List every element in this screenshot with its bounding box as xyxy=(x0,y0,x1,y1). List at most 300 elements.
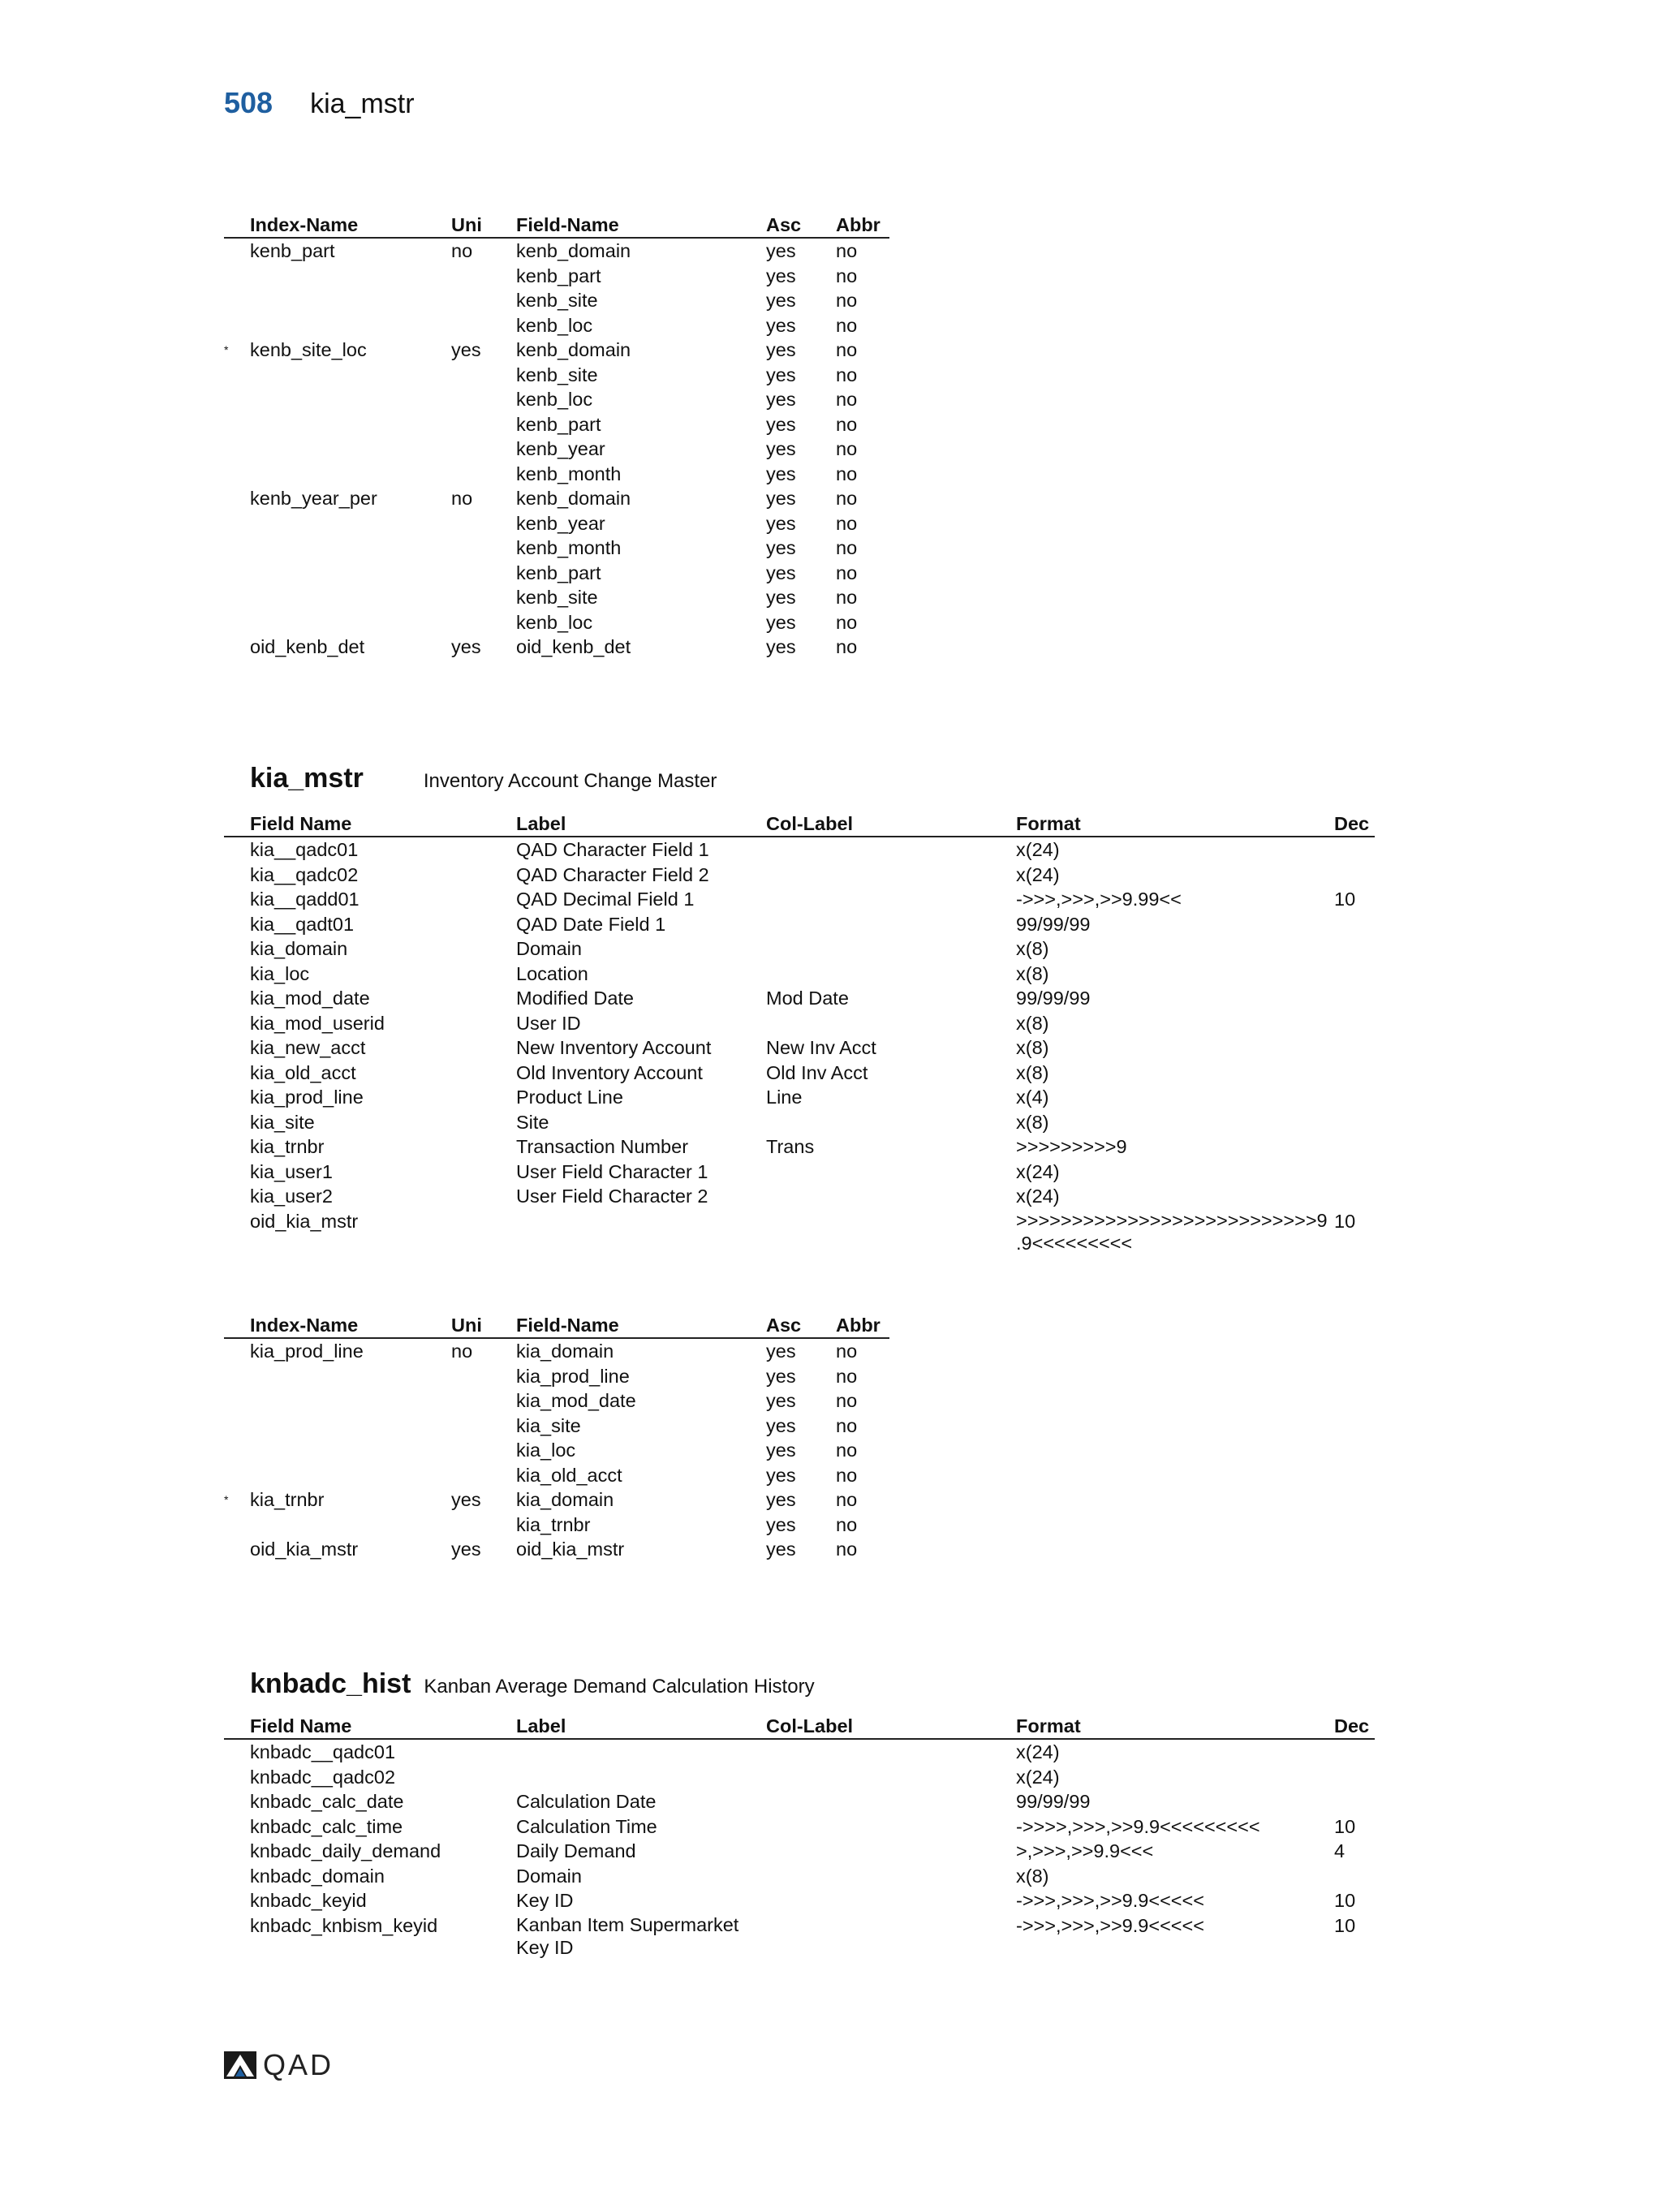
dec-cell: 10 xyxy=(1334,889,1356,910)
col-uni: Uni xyxy=(451,1313,516,1338)
dec-cell xyxy=(1334,1864,1375,1889)
dec-cell xyxy=(1334,936,1375,962)
uni-cell: yes xyxy=(451,339,481,360)
asc-cell: yes xyxy=(766,587,796,608)
table-row xyxy=(224,1765,1375,1790)
table-row xyxy=(224,1160,1375,1185)
abbr-cell: no xyxy=(836,1365,858,1387)
format-cell: ->>>,>>>,>>9.9<<<<< xyxy=(1016,1914,1204,1936)
table-row xyxy=(224,462,889,487)
index-name-cell: kenb_year_per xyxy=(250,488,377,509)
label-cell: QAD Character Field 2 xyxy=(516,863,709,885)
unique-marker: * xyxy=(224,343,229,356)
asc-cell: yes xyxy=(766,364,796,385)
abbr-cell: no xyxy=(836,537,858,558)
uni-cell xyxy=(451,561,516,586)
dec-cell: 10 xyxy=(1334,1914,1356,1936)
asc-cell: yes xyxy=(766,562,796,583)
col-format: Format xyxy=(1016,811,1334,837)
spacer-cell xyxy=(224,1888,250,1913)
format-cell: x(8) xyxy=(1016,1037,1049,1058)
dec-cell: 10 xyxy=(1334,1890,1356,1911)
spacer-cell xyxy=(224,1160,250,1185)
table-row xyxy=(224,1537,889,1562)
index-name-cell xyxy=(250,437,451,462)
table-row xyxy=(224,1085,1375,1110)
label-cell xyxy=(516,1765,766,1790)
knbadc-section-title xyxy=(250,1668,815,1700)
table-row xyxy=(224,1338,889,1364)
format-cell: >,>>>,>>9.9<<< xyxy=(1016,1840,1154,1861)
uni-cell xyxy=(451,536,516,561)
field-name-cell: kenb_part xyxy=(516,562,601,583)
kia-index-body xyxy=(224,1338,889,1562)
unique-marker xyxy=(224,1438,250,1463)
knbadc-field-table xyxy=(224,1714,1375,1959)
table-row xyxy=(224,635,889,660)
col-field-name: Field Name xyxy=(250,1714,516,1739)
kenb-index-table xyxy=(224,213,889,660)
field-name-cell: kia_site xyxy=(250,1111,315,1133)
dec-cell xyxy=(1334,986,1375,1011)
col-abbr: Abbr xyxy=(836,1313,889,1338)
label-cell xyxy=(516,1209,766,1254)
spacer-cell xyxy=(224,887,250,912)
col-col-label: Col-Label xyxy=(766,811,1016,837)
table-row xyxy=(224,1011,1375,1036)
label-cell: Location xyxy=(516,962,588,984)
format-cell: ->>>>,>>>,>>9.9<<<<<<<<< xyxy=(1016,1815,1260,1837)
dec-cell xyxy=(1334,863,1375,888)
unique-marker xyxy=(224,462,250,487)
col-label-cell: Line xyxy=(766,1087,803,1108)
col-label: Label xyxy=(516,811,766,837)
field-name-cell: kenb_domain xyxy=(516,240,631,261)
field-name-cell: kenb_domain xyxy=(516,339,631,360)
index-name-cell xyxy=(250,288,451,313)
uni-cell xyxy=(451,363,516,388)
spacer-cell xyxy=(224,1085,250,1110)
spacer-cell xyxy=(224,1913,250,1959)
format-cell: 99/99/99 xyxy=(1016,1791,1091,1812)
format-cell: 99/99/99 xyxy=(1016,988,1091,1009)
field-name-cell: knbadc__qadc01 xyxy=(250,1741,396,1762)
table-row xyxy=(224,387,889,412)
kia-index-table xyxy=(224,1313,889,1562)
format-cell: x(8) xyxy=(1016,1061,1049,1083)
unique-marker xyxy=(224,610,250,635)
asc-cell: yes xyxy=(766,1341,796,1362)
field-name-cell: knbadc__qadc02 xyxy=(250,1766,396,1788)
label-cell: Site xyxy=(516,1111,549,1133)
table-row xyxy=(224,486,889,511)
label-cell: Daily Demand xyxy=(516,1840,636,1861)
table-row xyxy=(224,1839,1375,1864)
abbr-cell: no xyxy=(836,1513,858,1535)
table-row xyxy=(224,1110,1375,1135)
col-uni: Uni xyxy=(451,213,516,238)
table-row xyxy=(224,887,1375,912)
format-cell: ->>>,>>>,>>9.9<<<<< xyxy=(1016,1890,1204,1911)
format-cell: x(24) xyxy=(1016,1160,1060,1182)
dec-cell xyxy=(1334,1765,1375,1790)
asc-cell: yes xyxy=(766,389,796,410)
table-header-row xyxy=(224,811,1375,837)
index-name-cell xyxy=(250,363,451,388)
col-label-cell: Mod Date xyxy=(766,988,849,1009)
field-name-cell: kia_new_acct xyxy=(250,1037,366,1058)
uni-cell xyxy=(451,1388,516,1414)
table-row xyxy=(224,936,1375,962)
kenb-index-body xyxy=(224,238,889,660)
spacer-cell xyxy=(224,1814,250,1840)
table-row xyxy=(224,863,1375,888)
asc-cell: yes xyxy=(766,488,796,509)
uni-cell xyxy=(451,264,516,289)
asc-cell: yes xyxy=(766,1513,796,1535)
col-label-cell xyxy=(766,1739,1016,1765)
unique-marker xyxy=(224,1338,250,1364)
asc-cell: yes xyxy=(766,463,796,484)
asc-cell: yes xyxy=(766,314,796,336)
col-label: Label xyxy=(516,1714,766,1739)
asc-cell: yes xyxy=(766,1489,796,1510)
unique-marker: * xyxy=(224,1493,229,1506)
asc-cell: yes xyxy=(766,1440,796,1461)
field-name-cell: kia_domain xyxy=(516,1489,614,1510)
unique-marker xyxy=(224,486,250,511)
unique-marker xyxy=(224,1414,250,1439)
abbr-cell: no xyxy=(836,1440,858,1461)
spacer-cell xyxy=(224,1864,250,1889)
table-row xyxy=(224,1209,1375,1254)
uni-cell xyxy=(451,1438,516,1463)
uni-cell xyxy=(451,313,516,338)
asc-cell: yes xyxy=(766,1464,796,1486)
table-row xyxy=(224,585,889,610)
abbr-cell: no xyxy=(836,314,858,336)
label-cell: User Field Character 2 xyxy=(516,1186,708,1207)
unique-marker xyxy=(224,585,250,610)
field-name-cell: kia__qadd01 xyxy=(250,889,360,910)
format-cell: x(8) xyxy=(1016,1012,1049,1034)
field-name-cell: kenb_month xyxy=(516,537,622,558)
unique-marker xyxy=(224,387,250,412)
uni-cell xyxy=(451,462,516,487)
field-name-cell: oid_kia_mstr xyxy=(516,1539,625,1560)
field-name-cell: kia_loc xyxy=(250,962,310,984)
unique-marker xyxy=(224,635,250,660)
asc-cell: yes xyxy=(766,636,796,657)
index-name-cell xyxy=(250,264,451,289)
col-label-cell xyxy=(766,1864,1016,1889)
col-field-name: Field-Name xyxy=(516,1313,766,1338)
table-row xyxy=(224,1364,889,1389)
col-label-cell xyxy=(766,936,1016,962)
uni-cell xyxy=(451,412,516,437)
label-cell: Calculation Time xyxy=(516,1815,657,1837)
table-header-row xyxy=(224,1714,1375,1739)
table-row xyxy=(224,363,889,388)
uni-cell xyxy=(451,387,516,412)
abbr-cell: no xyxy=(836,1341,858,1362)
field-name-cell: kia_trnbr xyxy=(250,1136,325,1157)
format-cell: >>>>>>>>>>>>>>>>>>>>>>>>>>>9 .9<<<<<<<<< xyxy=(1016,1209,1328,1254)
table-name: knbadc_hist xyxy=(250,1668,411,1699)
asc-cell: yes xyxy=(766,1539,796,1560)
label-cell xyxy=(516,1739,766,1765)
field-name-cell: knbadc_knbism_keyid xyxy=(250,1914,438,1936)
asc-cell: yes xyxy=(766,290,796,311)
abbr-cell: no xyxy=(836,1390,858,1411)
abbr-cell: no xyxy=(836,463,858,484)
col-field-name: Field Name xyxy=(250,811,516,837)
label-cell: Transaction Number xyxy=(516,1136,689,1157)
table-row xyxy=(224,1184,1375,1209)
uni-cell xyxy=(451,1463,516,1488)
abbr-cell: no xyxy=(836,265,858,286)
index-name-cell xyxy=(250,610,451,635)
asc-cell: yes xyxy=(766,512,796,534)
table-row xyxy=(224,962,1375,987)
col-label-cell xyxy=(766,863,1016,888)
spacer-cell xyxy=(224,1739,250,1765)
label-cell: Key ID xyxy=(516,1890,574,1911)
field-name-cell: kenb_loc xyxy=(516,314,593,336)
field-name-cell: kia_loc xyxy=(516,1440,576,1461)
table-header-row xyxy=(224,213,889,238)
abbr-cell: no xyxy=(836,512,858,534)
label-cell: User ID xyxy=(516,1012,581,1034)
index-name-cell xyxy=(250,1513,451,1538)
col-label-cell xyxy=(766,1110,1016,1135)
abbr-cell: no xyxy=(836,562,858,583)
spacer-cell xyxy=(224,1134,250,1160)
label-cell: Kanban Item Supermarket Key ID xyxy=(516,1913,739,1958)
index-name-cell xyxy=(250,412,451,437)
uni-cell: no xyxy=(451,488,473,509)
label-cell: QAD Date Field 1 xyxy=(516,913,666,935)
table-row xyxy=(224,1414,889,1439)
spacer-cell xyxy=(224,863,250,888)
index-name-cell xyxy=(250,313,451,338)
col-label-cell xyxy=(766,1011,1016,1036)
abbr-cell: no xyxy=(836,488,858,509)
spacer-cell xyxy=(224,1011,250,1036)
index-name-cell: kenb_site_loc xyxy=(250,339,367,360)
field-name-cell: kenb_loc xyxy=(516,611,593,633)
field-name-cell: kenb_year xyxy=(516,512,605,534)
field-name-cell: kia_trnbr xyxy=(516,1513,591,1535)
uni-cell xyxy=(451,1414,516,1439)
format-cell: x(8) xyxy=(1016,1865,1049,1887)
field-name-cell: kia_mod_userid xyxy=(250,1012,385,1034)
field-name-cell: kenb_site xyxy=(516,364,598,385)
col-label-cell xyxy=(766,1888,1016,1913)
unique-marker xyxy=(224,1388,250,1414)
index-name-cell xyxy=(250,462,451,487)
table-row xyxy=(224,1739,1375,1765)
col-col-label: Col-Label xyxy=(766,1714,1016,1739)
field-name-cell: kia_domain xyxy=(516,1341,614,1362)
knbadc-field-body xyxy=(224,1739,1375,1959)
table-row xyxy=(224,837,1375,863)
uni-cell xyxy=(451,1364,516,1389)
uni-cell: yes xyxy=(451,1539,481,1560)
dec-cell xyxy=(1334,1035,1375,1061)
uni-cell: yes xyxy=(451,636,481,657)
field-name-cell: kia_site xyxy=(516,1414,581,1436)
table-row xyxy=(224,1061,1375,1086)
kia-field-body xyxy=(224,837,1375,1254)
index-name-cell xyxy=(250,1463,451,1488)
label-cell: QAD Character Field 1 xyxy=(516,839,709,860)
table-row xyxy=(224,536,889,561)
field-name-cell: kenb_part xyxy=(516,413,601,435)
col-label-cell xyxy=(766,1913,1016,1959)
field-name-cell: kenb_site xyxy=(516,290,598,311)
format-cell: >>>>>>>>>9 xyxy=(1016,1136,1127,1157)
running-title: kia_mstr xyxy=(310,88,415,119)
uni-cell: no xyxy=(451,240,473,261)
field-name-cell: kenb_part xyxy=(516,265,601,286)
dec-cell xyxy=(1334,1134,1375,1160)
field-name-cell: kenb_year xyxy=(516,438,605,459)
uni-cell: yes xyxy=(451,1489,481,1510)
asc-cell: yes xyxy=(766,438,796,459)
format-cell: x(24) xyxy=(1016,1186,1060,1207)
qad-logo-icon xyxy=(224,2051,256,2079)
field-name-cell: kia__qadc01 xyxy=(250,839,359,860)
field-name-cell: kia__qadc02 xyxy=(250,863,359,885)
table-row xyxy=(224,1814,1375,1840)
table-row xyxy=(224,1438,889,1463)
unique-marker xyxy=(224,1513,250,1538)
index-name-cell: kia_trnbr xyxy=(250,1489,325,1510)
field-name-cell: knbadc_calc_time xyxy=(250,1815,403,1837)
qad-logo-text: QAD xyxy=(263,2048,334,2081)
abbr-cell: no xyxy=(836,290,858,311)
field-name-cell: knbadc_daily_demand xyxy=(250,1840,441,1861)
col-label-cell xyxy=(766,1814,1016,1840)
abbr-cell: no xyxy=(836,240,858,261)
label-cell: Old Inventory Account xyxy=(516,1061,703,1083)
table-row xyxy=(224,912,1375,937)
format-cell: x(8) xyxy=(1016,938,1049,959)
col-label-cell xyxy=(766,1765,1016,1790)
uni-cell xyxy=(451,610,516,635)
unique-marker xyxy=(224,363,250,388)
format-cell: x(24) xyxy=(1016,839,1060,860)
spacer-cell xyxy=(224,1765,250,1790)
col-index-name: Index-Name xyxy=(250,1313,451,1338)
field-name-cell: kia_prod_line xyxy=(516,1365,630,1387)
asc-cell: yes xyxy=(766,537,796,558)
unique-marker xyxy=(224,536,250,561)
field-name-cell: kia_user1 xyxy=(250,1160,333,1182)
col-asc: Asc xyxy=(766,213,836,238)
col-label-cell xyxy=(766,1160,1016,1185)
table-row xyxy=(224,338,889,363)
uni-cell xyxy=(451,288,516,313)
field-name-cell: kenb_site xyxy=(516,587,598,608)
table-row xyxy=(224,412,889,437)
dec-cell xyxy=(1334,962,1375,987)
dec-cell xyxy=(1334,1061,1375,1086)
col-label-cell xyxy=(766,1184,1016,1209)
col-dec: Dec xyxy=(1334,811,1375,837)
table-row xyxy=(224,511,889,536)
index-name-cell: oid_kenb_det xyxy=(250,636,365,657)
index-name-cell xyxy=(250,1438,451,1463)
col-format: Format xyxy=(1016,1714,1334,1739)
col-label-cell xyxy=(766,1209,1016,1254)
col-label-cell: Trans xyxy=(766,1136,815,1157)
abbr-cell: no xyxy=(836,587,858,608)
table-row xyxy=(224,1134,1375,1160)
col-label-cell xyxy=(766,1789,1016,1814)
col-label-cell: New Inv Acct xyxy=(766,1037,876,1058)
unique-marker xyxy=(224,1537,250,1562)
abbr-cell: no xyxy=(836,389,858,410)
field-name-cell: kia_user2 xyxy=(250,1186,333,1207)
unique-marker xyxy=(224,511,250,536)
table-row xyxy=(224,561,889,586)
spacer-cell xyxy=(224,962,250,987)
field-name-cell: oid_kia_mstr xyxy=(250,1210,359,1232)
format-cell: x(8) xyxy=(1016,1111,1049,1133)
kia-section-title xyxy=(250,763,717,794)
spacer-cell xyxy=(224,1184,250,1209)
format-cell: 99/99/99 xyxy=(1016,913,1091,935)
asc-cell: yes xyxy=(766,1390,796,1411)
table-row xyxy=(224,238,889,264)
abbr-cell: no xyxy=(836,611,858,633)
asc-cell: yes xyxy=(766,240,796,261)
field-name-cell: knbadc_domain xyxy=(250,1865,385,1887)
label-cell: Domain xyxy=(516,938,582,959)
dec-cell: 10 xyxy=(1334,1815,1356,1837)
label-cell: New Inventory Account xyxy=(516,1037,712,1058)
table-description: Kanban Average Demand Calculation History xyxy=(424,1676,815,1698)
page-number: 508 xyxy=(224,86,273,119)
index-name-cell: oid_kia_mstr xyxy=(250,1539,359,1560)
col-label-cell xyxy=(766,962,1016,987)
qad-logo xyxy=(224,2048,334,2082)
table-row xyxy=(224,610,889,635)
abbr-cell: no xyxy=(836,1464,858,1486)
dec-cell: 4 xyxy=(1334,1840,1346,1861)
col-abbr: Abbr xyxy=(836,213,889,238)
index-name-cell xyxy=(250,536,451,561)
col-dec: Dec xyxy=(1334,1714,1375,1739)
col-asc: Asc xyxy=(766,1313,836,1338)
index-name-cell xyxy=(250,511,451,536)
table-row xyxy=(224,986,1375,1011)
unique-marker xyxy=(224,264,250,289)
dec-cell xyxy=(1334,912,1375,937)
dec-cell: 10 xyxy=(1334,1210,1356,1232)
spacer-cell xyxy=(224,912,250,937)
abbr-cell: no xyxy=(836,1414,858,1436)
table-row xyxy=(224,1913,1375,1959)
field-name-cell: kenb_domain xyxy=(516,488,631,509)
table-row xyxy=(224,288,889,313)
asc-cell: yes xyxy=(766,1365,796,1387)
unique-marker xyxy=(224,1463,250,1488)
dec-cell xyxy=(1334,1184,1375,1209)
dec-cell xyxy=(1334,1160,1375,1185)
